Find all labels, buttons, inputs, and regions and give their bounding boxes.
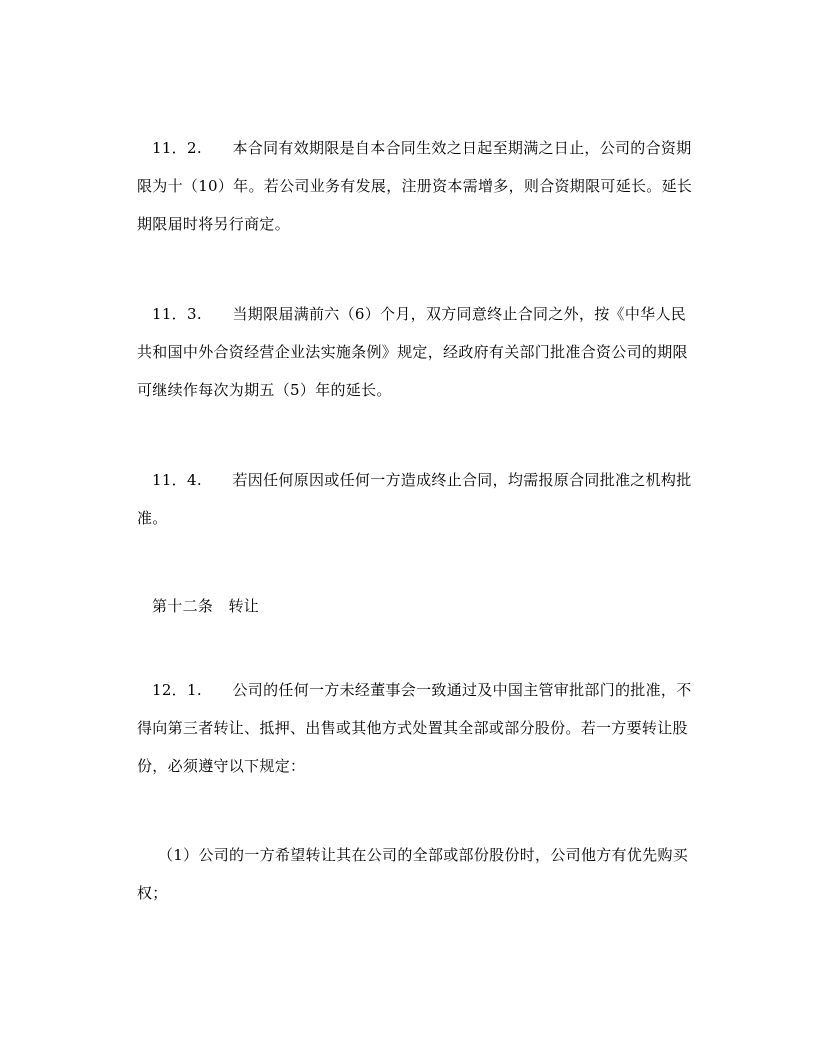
clause-11-3-line-3: 可继续作每次为期五（5）年的延长。 — [137, 381, 392, 399]
clause-11-2 — [137, 129, 697, 243]
clause-11-4-line-2: 准。 — [137, 509, 168, 527]
clause-11-2-line-2: 限为十（10）年。若公司业务有发展，注册资本需增多，则合资期限可延长。延长 — [137, 177, 693, 195]
clause-12-1-item-1 — [137, 836, 697, 912]
item-1-line-2: 权； — [137, 884, 168, 902]
clause-11-2-line-3: 期限届时将另行商定。 — [137, 215, 291, 233]
clause-11-2-line-1: 11．2. 本合同有效期限是自本合同生效之日起至期满之日止，公司的合资期 — [152, 139, 692, 157]
clause-12-1-line-1: 12．1. 公司的任何一方未经董事会一致通过及中国主管审批部门的批准，不 — [152, 681, 692, 699]
article-12-title: 第十二条 转让 — [152, 597, 260, 615]
item-1-line-1: （1）公司的一方希望转让其在公司的全部或部份股份时，公司他方有优先购买 — [158, 846, 689, 864]
clause-12-1-line-3: 份，必须遵守以下规定： — [137, 757, 306, 775]
article-12-heading — [137, 587, 697, 625]
clause-11-3-line-1: 11．3. 当期限届满前六（6）个月，双方同意终止合同之外，按《中华人民 — [152, 305, 687, 323]
clause-11-4 — [137, 461, 697, 537]
clause-11-4-line-1: 11．4. 若因任何原因或任何一方造成终止合同，均需报原合同批准之机构批 — [152, 471, 692, 489]
clause-11-3-line-2: 共和国中外合资经营企业法实施条例》规定，经政府有关部门批准合资公司的期限 — [137, 343, 688, 361]
clause-12-1 — [137, 671, 697, 785]
clause-12-1-line-2: 得向第三者转让、抵押、出售或其他方式处置其全部或部分股份。若一方要转让股 — [137, 719, 688, 737]
clause-11-3 — [137, 295, 697, 409]
